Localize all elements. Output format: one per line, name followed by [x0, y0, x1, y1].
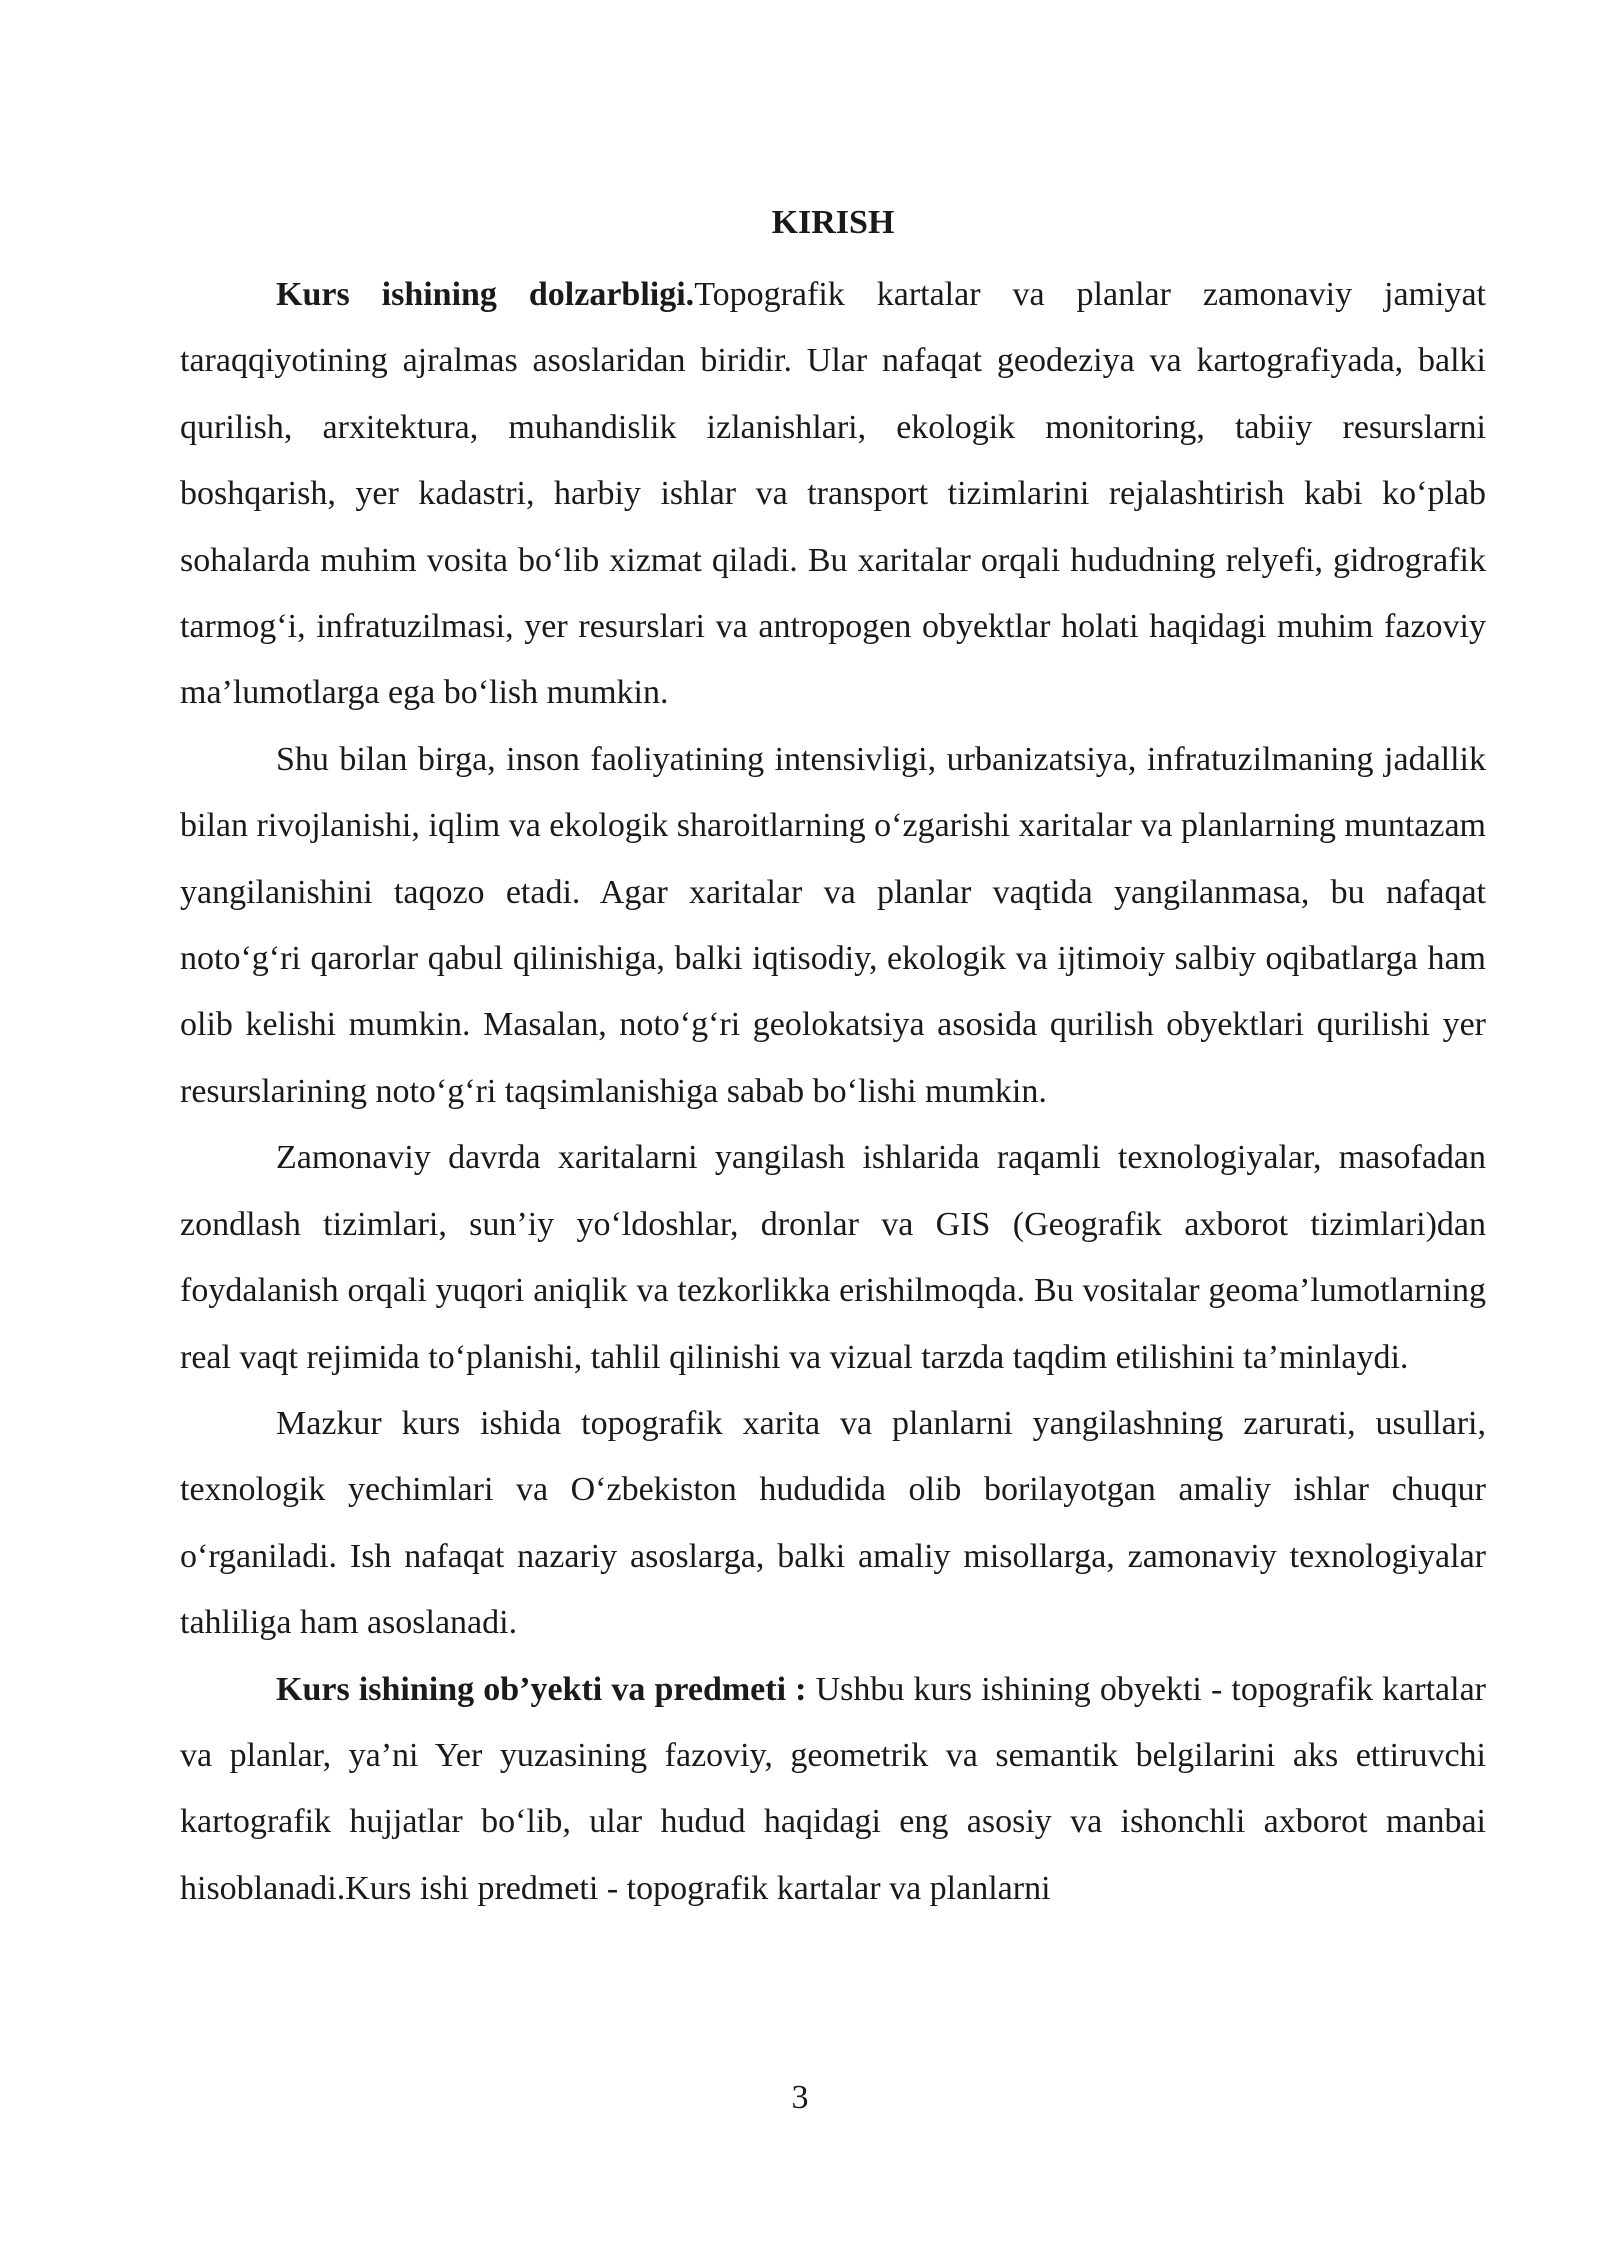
paragraph-text: Topografik kartalar va planlar zamonaviy jamiyat taraqqiyotining ajralmas asoslaridan biridir. Ular nafaqat geodeziya va kartografiyada, balki qurilish, arxitektura, muhandislik izlanishlari, ekologik monitoring, tabiiy resurslarni boshqarish, yer kadastri, harbiy ishlar va transport tizimlarini rejalashtirish kabi ko‘plab sohalarda muhim vosita bo‘lib xizmat qiladi. Bu xaritalar orqali hududning relyefi, gidrografik tarmog‘i, infratuzilmasi, yer resurslari va antropogen obyektlar holati haqidagi muhim fazoviy ma’lumotlarga ega bo‘lish mumkin. — [180, 276, 1486, 712]
paragraph-relevance — [180, 262, 1486, 727]
paragraph-lead: Kurs ishining ob’yekti va predmeti : — [276, 1670, 807, 1708]
paragraph-lead: Kurs ishining dolzarbligi. — [276, 276, 695, 313]
paragraph-technologies — [180, 1125, 1486, 1391]
paragraph-text: Mazkur kurs ishida topografik xarita va planlarni yangilashning zarurati, usullari, texnologik yechimlari va O‘zbekiston hududida olib borilayotgan amaliy ishlar chuqur o‘rganiladi. Ish nafaqat nazariy asoslarga, balki amaliy misollarga, zamonaviy texnologiyalar tahliliga ham asoslanadi. — [180, 1404, 1486, 1642]
document-body — [180, 196, 1486, 1922]
paragraph-text: Ushbu kurs ishining obyekti - topografik kartalar va planlar, ya’ni Yer yuzasining fazoviy, geometrik va semantik belgilarini aks ettiruvchi kartografik hujjatlar bo‘lib, ular hudud haqidagi eng asosiy va ishonchli axborot manbai hisoblanadi.Kurs ishi predmeti - topografik kartalar va planlarni — [180, 1670, 1486, 1907]
page-number: 3 — [791, 2079, 809, 2116]
paragraph-development — [180, 727, 1486, 1125]
paragraph-object-subject — [180, 1657, 1486, 1923]
paragraph-scope — [180, 1391, 1486, 1657]
paragraph-text: Shu bilan birga, inson faoliyatining intensivligi, urbanizatsiya, infratuzilmaning jadallik bilan rivojlanishi, iqlim va ekologik sharoitlarning o‘zgarishi xaritalar va planlarning muntazam yangilanishini taqozo etadi. Agar xaritalar va planlar vaqtida yangilanmasa, bu nafaqat noto‘g‘ri qarorlar qabul qilinishiga, balki iqtisodiy, ekologik va ijtimoiy salbiy oqibatlarga ham olib kelishi mumkin. Masalan, noto‘g‘ri geolokatsiya asosida qurilish obyektlari qurilishi yer resurslarining noto‘g‘ri taqsimlanishiga sabab bo‘lishi mumkin. — [180, 740, 1486, 1110]
page-title: KIRISH — [771, 204, 895, 241]
paragraph-text: Zamonaviy davrda xaritalarni yangilash ishlarida raqamli texnologiyalar, masofadan zondlash tizimlari, sun’iy yo‘ldoshlar, dronlar va GIS (Geografik axborot tizimlari)dan foydalanish orqali yuqori aniqlik va tezkorlikka erishilmoqda. Bu vositalar geoma’lumotlarning real vaqt rejimida to‘planishi, tahlil qilinishi va vizual tarzda taqdim etilishini ta’minlaydi. — [180, 1139, 1486, 1376]
